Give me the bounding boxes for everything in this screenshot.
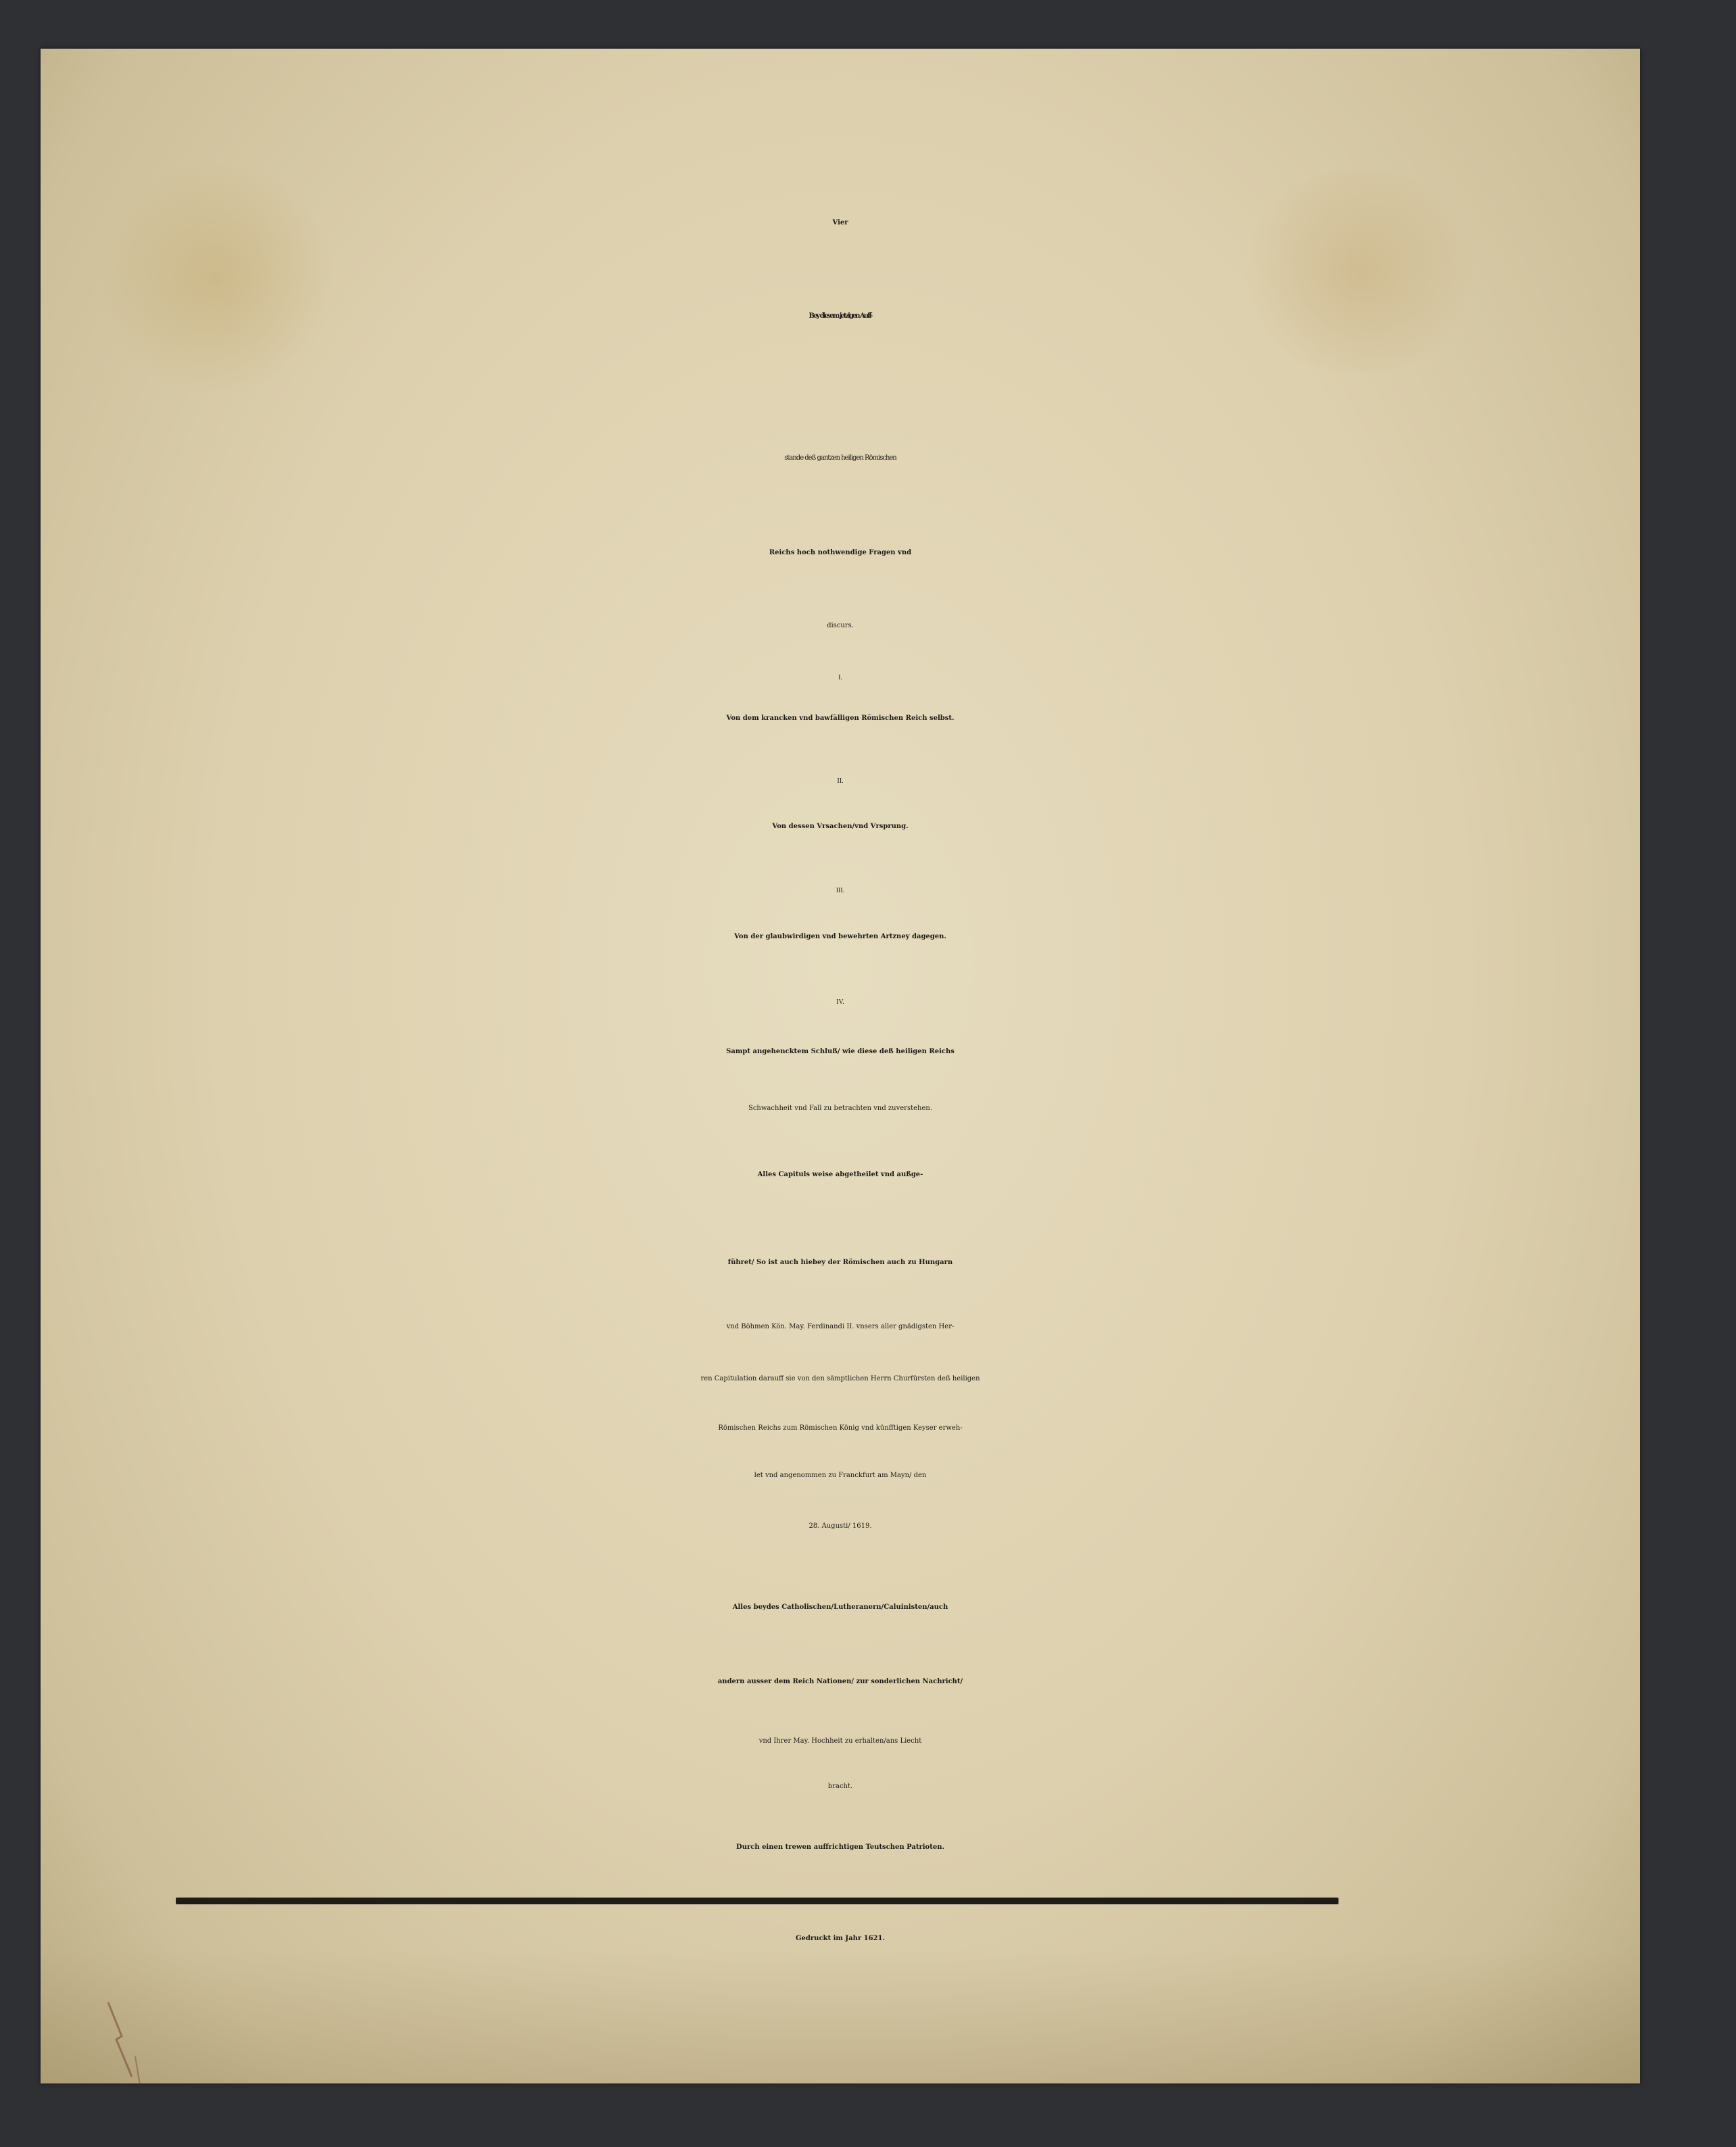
ink-marks [101,1996,155,2083]
paragraph-1-line-2: führet/ So ist auch hiebey der Römischen auch zu Hungarn [727,1259,953,1266]
paper-stain [95,164,338,393]
author-line: Durch einen trewen auffrichtigen Teutschen Patrioten. [736,1843,944,1851]
title-page [41,49,1640,2083]
main-title-line-4: discurs. [827,622,854,629]
paragraph-1-line-1: Alles Capituls weise abgetheilet vnd außge- [757,1171,923,1178]
paragraph-2-line-2: andern ausser dem Reich Nationen/ zur sonderlichen Nachricht/ [717,1678,963,1685]
section-heading-1: Von dem krancken vnd bawfälligen Römischen Reich selbst. [726,715,955,722]
paragraph-1-line-5: Römischen Reichs zum Römischen König vnd künfftigen Keyser erweh- [718,1424,963,1432]
main-title-line-3: Reichs hoch nothwendige Fragen vnd [769,549,912,556]
section-number-2: II. [837,777,844,785]
paragraph-1-line-4: ren Capitulation darauff sie von den sämptlichen Herrn Churfürsten deß heiligen [700,1375,980,1382]
title-prefix: Vier [832,219,848,226]
imprint-line: Gedruckt im Jahr 1621. [796,1935,885,1942]
paragraph-2-line-3: vnd Ihrer May. Hochheit zu erhalten/ans Liecht [758,1737,922,1745]
section-number-1: I. [838,674,842,681]
main-title-line-1: Bey diesem jetzigen Auff- [809,312,872,320]
section-heading-4-line-2: Schwachheit vnd Fall zu betrachten vnd zuverstehen. [748,1105,932,1112]
date-line: 28. Augusti/ 1619. [809,1522,872,1530]
section-number-3: III. [836,887,845,894]
paragraph-1-line-6: let vnd angenommen zu Franckfurt am Mayn/ den [754,1472,927,1479]
paper-edge-shading [41,1948,1640,2083]
main-title-line-2: stande deß gantzen heiligen Römischen [784,454,896,462]
section-heading-4-line-1: Sampt angehencktem Schluß/ wie diese deß heiligen Reichs [726,1048,955,1055]
section-heading-2: Von dessen Vrsachen/vnd Vrsprung. [772,823,909,830]
paragraph-2-line-1: Alles beydes Catholischen/Lutheranern/Caluinisten/auch [732,1603,948,1611]
section-number-4: IV. [836,998,844,1006]
paragraph-1-line-3: vnd Böhmen Kön. May. Ferdinandi II. vnsers aller gnädigsten Her- [726,1323,955,1330]
section-heading-3: Von der glaubwirdigen vnd bewehrten Artzney dagegen. [734,933,946,940]
paragraph-2-line-4: bracht. [827,1783,853,1790]
paper-stain [1230,170,1487,373]
horizontal-rule [176,1898,1339,1904]
